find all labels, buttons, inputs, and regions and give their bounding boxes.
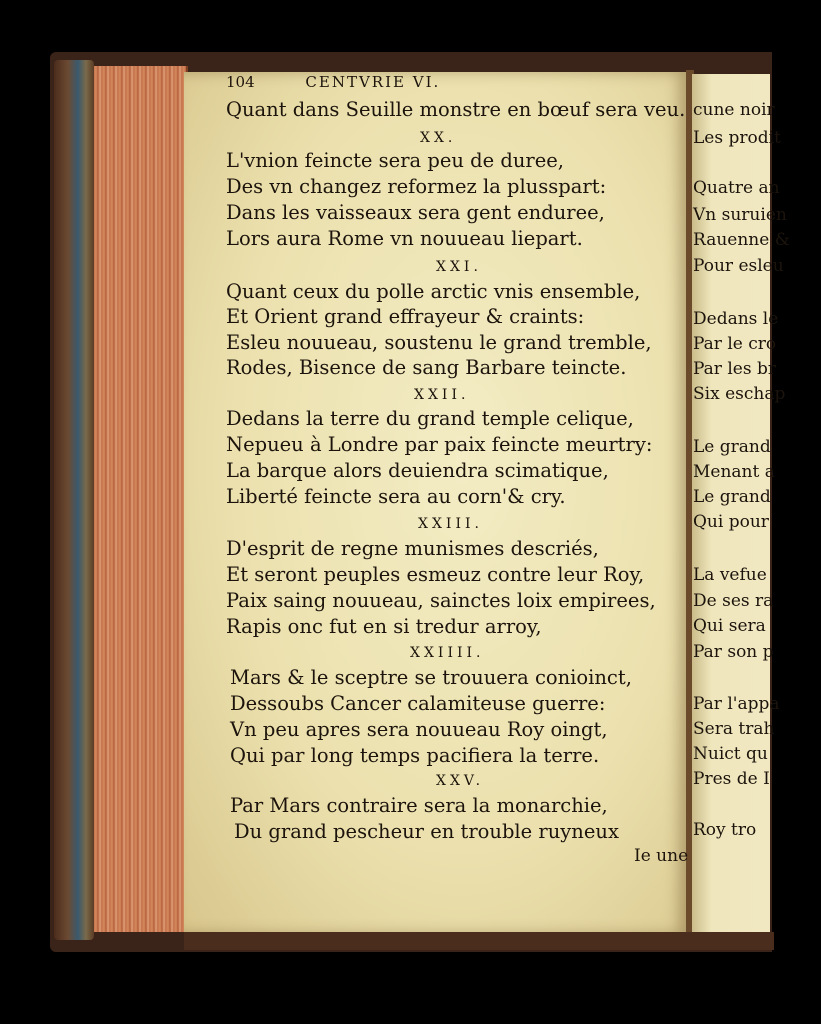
verse-line: Des vn changez reformez la plusspart:	[226, 175, 607, 198]
right-page-line: Par son p	[693, 642, 774, 662]
right-page-line: Les prodit	[693, 128, 781, 148]
stanza-number: XXII.	[414, 387, 470, 403]
verse-line: Qui par long temps pacifiera la terre.	[230, 744, 600, 767]
verse-line: Rodes, Bisence de sang Barbare teincte.	[226, 356, 627, 379]
verse-line: Et Orient grand effrayeur & craints:	[226, 305, 585, 328]
running-header	[226, 73, 440, 91]
stanza-number: XXV.	[436, 773, 485, 789]
right-page-line: Pres de I	[693, 769, 770, 789]
right-page-line: Le grand	[693, 437, 771, 457]
right-page-line: Par les br	[693, 359, 776, 379]
verse-line: Paix saing nouueau, sainctes loix empirees,	[226, 589, 656, 612]
verse-line: Lors aura Rome vn nouueau liepart.	[226, 227, 583, 250]
right-page-line: Pour esleu	[693, 256, 784, 276]
verse-line: Et seront peuples esmeuz contre leur Roy,	[226, 563, 645, 586]
verse-line: L'vnion feincte sera peu de duree,	[226, 149, 565, 172]
catchword: Ie une	[634, 846, 689, 866]
right-page-line: Le grand	[693, 487, 771, 507]
right-page-line: cune noir	[693, 100, 775, 120]
right-page-line: Rauenne &	[693, 230, 790, 250]
verse-line: D'esprit de regne munismes descriés,	[226, 537, 599, 560]
right-page-line: Par l'appa	[693, 694, 780, 714]
verse-line: Esleu nouueau, soustenu le grand tremble,	[226, 331, 652, 354]
right-page-line: Qui sera	[693, 616, 766, 636]
right-page-line: La vefue	[693, 565, 767, 585]
verse-line: Dedans la terre du grand temple celique,	[226, 407, 634, 430]
right-page-line: Sera trah	[693, 719, 775, 739]
verse-line: Nepueu à Londre par paix feincte meurtry:	[226, 433, 653, 456]
right-page-line: Qui pour	[693, 512, 769, 532]
verse-line: Par Mars contraire sera la monarchie,	[230, 794, 608, 817]
verse-line: Vn peu apres sera nouueau Roy oingt,	[230, 718, 608, 741]
stanza-number: XXIII.	[418, 516, 483, 532]
right-page-line: Roy tro	[693, 820, 757, 840]
book-bottom-edge	[184, 932, 774, 950]
verse-line: Liberté feincte sera au corn'& cry.	[226, 485, 566, 508]
opening-line: Quant dans Seuille monstre en bœuf sera veu.	[226, 98, 686, 121]
book-spine	[54, 60, 94, 940]
right-page-line: Par le cro	[693, 334, 777, 354]
right-page-line: Quatre an	[693, 178, 780, 198]
page-number: 104	[226, 73, 255, 91]
page-edges	[94, 66, 188, 932]
verse-line: Quant ceux du polle arctic vnis ensemble,	[226, 280, 641, 303]
verse-line: Rapis onc fut en si tredur arroy,	[226, 615, 542, 638]
right-page-line: Vn suruien	[693, 205, 787, 225]
verse-line: La barque alors deuiendra scimatique,	[226, 459, 609, 482]
running-title: CENTVRIE VI.	[305, 73, 441, 91]
verse-line: Dans les vaisseaux sera gent enduree,	[226, 201, 605, 224]
right-page-line: Six eschap	[693, 384, 786, 404]
right-page-line: Nuict qu	[693, 744, 768, 764]
right-page-line: Dedans le	[693, 309, 779, 329]
verse-line: Mars & le sceptre se trouuera conioinct,	[230, 666, 632, 689]
right-page-line: Menant a	[693, 462, 775, 482]
stanza-number: XX.	[420, 130, 457, 146]
verse-line: Du grand pescheur en trouble ruyneux	[234, 820, 619, 843]
stanza-number: XXI.	[436, 259, 482, 275]
stanza-number: XXIIII.	[410, 645, 485, 661]
verse-line: Dessoubs Cancer calamiteuse guerre:	[230, 692, 606, 715]
right-page-line: De ses ra	[693, 591, 774, 611]
